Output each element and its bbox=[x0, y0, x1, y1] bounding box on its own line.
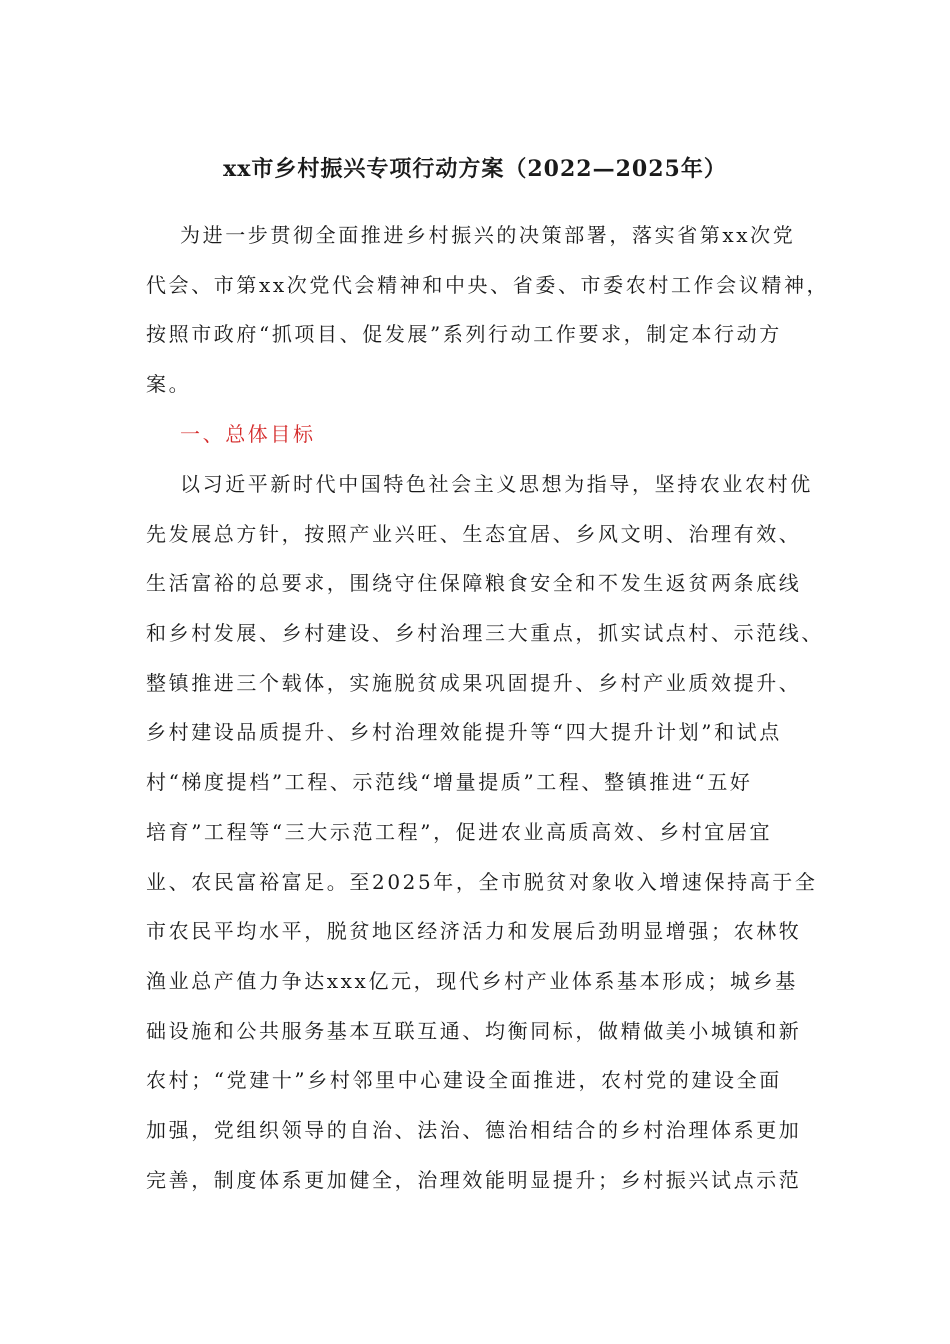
body-line: 础设施和公共服务基本互联互通、均衡同标，做精做美小城镇和新 bbox=[146, 1019, 802, 1043]
body-line: 完善，制度体系更加健全，治理效能明显提升；乡村振兴试点示范 bbox=[146, 1168, 802, 1192]
body-line: 先发展总方针，按照产业兴旺、生态宜居、乡风文明、治理有效、 bbox=[146, 522, 802, 546]
intro-line: 案。 bbox=[146, 372, 192, 396]
body-line: 村“梯度提档”工程、示范线“增量提质”工程、整镇推进“五好 bbox=[146, 770, 753, 794]
body-line: 农村；“党建十”乡村邻里中心建设全面推进，农村党的建设全面 bbox=[146, 1068, 782, 1092]
body-line: 加强，党组织领导的自治、法治、德治相结合的乡村治理体系更加 bbox=[146, 1118, 802, 1142]
body-line: 生活富裕的总要求，围绕守住保障粮食安全和不发生返贫两条底线 bbox=[146, 571, 802, 595]
section-heading: 一、总体目标 bbox=[180, 422, 316, 446]
intro-line: 按照市政府“抓项目、促发展”系列行动工作要求，制定本行动方 bbox=[146, 322, 782, 346]
body-line: 和乡村发展、乡村建设、乡村治理三大重点，抓实试点村、示范线、 bbox=[146, 621, 824, 645]
intro-line: 代会、市第xx次党代会精神和中央、省委、市委农村工作会议精神， bbox=[146, 273, 830, 297]
body-line: 渔业总产值力争达xxx亿元，现代乡村产业体系基本形成；城乡基 bbox=[146, 969, 798, 993]
body-line: 业、农民富裕富足。至2025年，全市脱贫对象收入增速保持高于全 bbox=[146, 870, 818, 894]
body-line: 以习近平新时代中国特色社会主义思想为指导，坚持农业农村优 bbox=[180, 472, 813, 496]
body-line: 市农民平均水平，脱贫地区经济活力和发展后劲明显增强；农林牧 bbox=[146, 919, 802, 943]
document-title: xx市乡村振兴专项行动方案（2022—2025年） bbox=[223, 156, 727, 182]
body-line: 整镇推进三个载体，实施脱贫成果巩固提升、乡村产业质效提升、 bbox=[146, 671, 802, 695]
intro-line: 为进一步贯彻全面推进乡村振兴的决策部署，落实省第xx次党 bbox=[180, 223, 796, 247]
body-line: 培育”工程等“三大示范工程”，促进农业高质高效、乡村宜居宜 bbox=[146, 820, 773, 844]
body-line: 乡村建设品质提升、乡村治理效能提升等“四大提升计划”和试点 bbox=[146, 720, 782, 744]
